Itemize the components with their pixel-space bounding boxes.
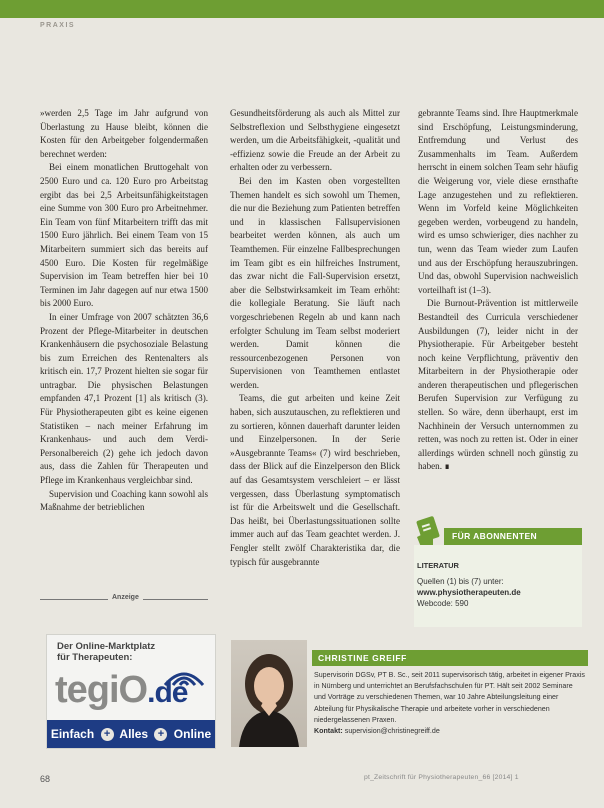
- author-portrait-image: [231, 640, 307, 747]
- paragraph: Bei den im Kasten oben vorgestellten Themen handelt es sich sowohl um Themen, die nur die Beziehung zum Patienten betreffen und in klassischen Fallsupervisionen bearbeitet werden können, als auch um Teamthemen. Für einzelne Fallbesprechungen im Team gibt es ein hilfreiches Instrument, das zwar nicht die Fall-Supervision ersetzt, aber die Selbstwirksamkeit im Team erhöht: die kollegiale Beratung. Sie läuft nach vorgeschriebenen Regeln ab und kann nach erfolgter Schulung im Team selbst moderiert werden. Damit können die ressourcenbezogenen Personen von Supervisionen von Teamthemen entlastet werden.: [230, 175, 400, 390]
- author-email-link[interactable]: supervision@christinegreiff.de: [344, 727, 440, 736]
- paragraph: Teams, die gut arbeiten und keine Zeit haben, sich auszutauschen, zu reflektieren und zu sortieren, können dauerhaft darunter leiden und Einzelpersonen. In der Serie »Ausgebrannte Teams« (7) wird beschrieben, dass der Blick auf die Einzelperson den Blick auf das Gesamtsystem verschleiert – er lässt vergessen, dass Überlastung symptomatisch ist für die Arbeitswelt und die Gesellschaft. Das heißt, bei Überlastungssituationen sollte immer auch auf das Team geachtet werden. J. Fengler stellt zwölf Charakteristika dar, die typisch für ausgebrannte: [230, 393, 400, 567]
- paragraph: Supervision und Coaching kann sowohl als Maßnahme der betrieblichen: [40, 488, 208, 513]
- sources-line: Quellen (1) bis (7) unter:: [417, 577, 504, 586]
- journal-footer: pt_Zeitschrift für Physiotherapeuten_66 [2014] 1: [364, 774, 519, 781]
- ad-label: Anzeige: [108, 594, 143, 601]
- paragraph: Gesundheitsförderung als auch als Mittel zur Selbstreflexion und Selbsthygiene eingesetzt werden, um die Arbeitsfähigkeit, -qualität und -effizienz sowie die Freude an der Arbeit zu erhalten oder zu verbessern.: [230, 108, 400, 173]
- author-name-header: CHRISTINE GREIFF: [312, 650, 588, 666]
- section-label: PRAXIS: [40, 22, 76, 29]
- literature-label: LITERATUR: [417, 561, 459, 570]
- paragraph: gebrannte Teams sind. Ihre Hauptmerkmale sind Erschöpfung, Leistungsminderung, Entfremdung und Verlust des Zusammenhalts im Team. Außerdem herrscht in einem solchen Team sehr häufig die Weigerung vor, viele diese ernsthafte Lage anzugestehen und zu reflektieren. Wenn im Vorfeld keine Möglichkeiten gegeben werden, vorbeugend zu handeln, wird es umso schwieriger, dies nachher zu tun, wenn das Team wieder zum Laufen und aus der Erschöpfung herauszubringen. Und das, obwohl Supervision nachweislich vorteilhaft ist (1–3).: [418, 108, 578, 295]
- author-photo: [231, 640, 307, 747]
- paragraph: In einer Umfrage von 2007 schätzten 36,6 Prozent der Pflege-Mitarbeiter in deutschen Krankenhäusern die psychosoziale Belastung bis zum Erreichen des Rentenalters als kritisch ein. 17,7 Prozent hielten sie sogar für untragbar. Die physischen Belastungen empfanden 47,1 Prozent [1] als kritisch (3). Für Physiotherapeuten gibt es keine eigenen Statistiken – nach meiner Erfahrung im Krankenhaus- und auch dem Verdi-Personalbereich (2) gehe ich jedoch davon aus, dass die Zahlen für Therapeuten und Pflege im Krankenhaus vergleichbar sind.: [40, 311, 208, 486]
- subscriber-box-header: FÜR ABONNENTEN: [444, 528, 582, 545]
- tegio-logo: tegiO.de: [55, 669, 188, 711]
- tegio-advertisement[interactable]: [46, 634, 216, 749]
- paragraph: Bei einem monatlichen Bruttogehalt von 2500 Euro und ca. 120 Euro pro Arbeitstag ergibt das bei 2,5 Arbeitsunfähigkeitstagen eine Summe von 300 Euro pro Arbeitnehmer. Ein Team von fünf Mitarbeitern trifft das mit 1500 Euro jährlich. Bei einem Team von 15 Mitarbeitern summiert sich das bereits auf 4500 Euro. Die Kosten für regelmäßige Supervision im Team betreffen hier bei 10 Terminen im Jahr dagegen auf nur etwa 1500 bis 2000 Euro.: [40, 162, 208, 309]
- author-bio: Supervisorin DGSv, PT B. Sc., seit 2011 supervisorisch tätig, arbeitet in eigener Praxis in Nürnberg und unterrichtet an Berufsfachschulen für PT. Hält seit 2002 Seminare und Vorträge zu verschiedenen Themen, war 10 Jahre Abteilungsleitung einer Abteilung für Physikalische Therapie und arbeitete vorher in verschiedenen niedergelassenen Praxen. Kontakt: supervision@christinegreiff.de: [314, 671, 585, 736]
- ad-title: Der Online-Marktplatz für Therapeuten:: [57, 641, 156, 663]
- text-column-3: [418, 107, 578, 474]
- plus-icon: +: [101, 728, 114, 741]
- section-color-bar: [0, 0, 604, 18]
- page-number: 68: [40, 774, 51, 784]
- paragraph: »werden 2,5 Tage im Jahr aufgrund von Überlastung zu Hause bleibt, können die Kosten für den Arbeitgeber folgendermaßen berechnet werden:: [40, 108, 208, 159]
- text-column-2: [230, 107, 400, 569]
- subscriber-info-box: [414, 545, 582, 627]
- text-column-1: [40, 107, 208, 515]
- plus-icon: +: [154, 728, 167, 741]
- website-link[interactable]: www.physiotherapeuten.de: [417, 588, 521, 597]
- paragraph: Die Burnout-Prävention ist mittlerweile Bestandteil des Curricula verschiedener Ausbildungen (7), leider nicht in der Physiotherapie. Für Arbeitgeber besteht noch keine Verpflichtung, präventiv den Mitarbeitern in der Physiotherapie oder anderen therapeutischen und pflegerischen Berufen Supervision zur Verfügung zu stellen. So wäre, denn überhaupt, erst im Nachhinein der Versuch unternommen zu retten, was noch zu retten ist. Oder in einer allerdings würden schnell noch günstig zu haben. ∎: [418, 298, 578, 472]
- webcode: Webcode: 590: [417, 599, 469, 608]
- ad-slogan-bar: Einfach + Alles + Online: [47, 720, 215, 748]
